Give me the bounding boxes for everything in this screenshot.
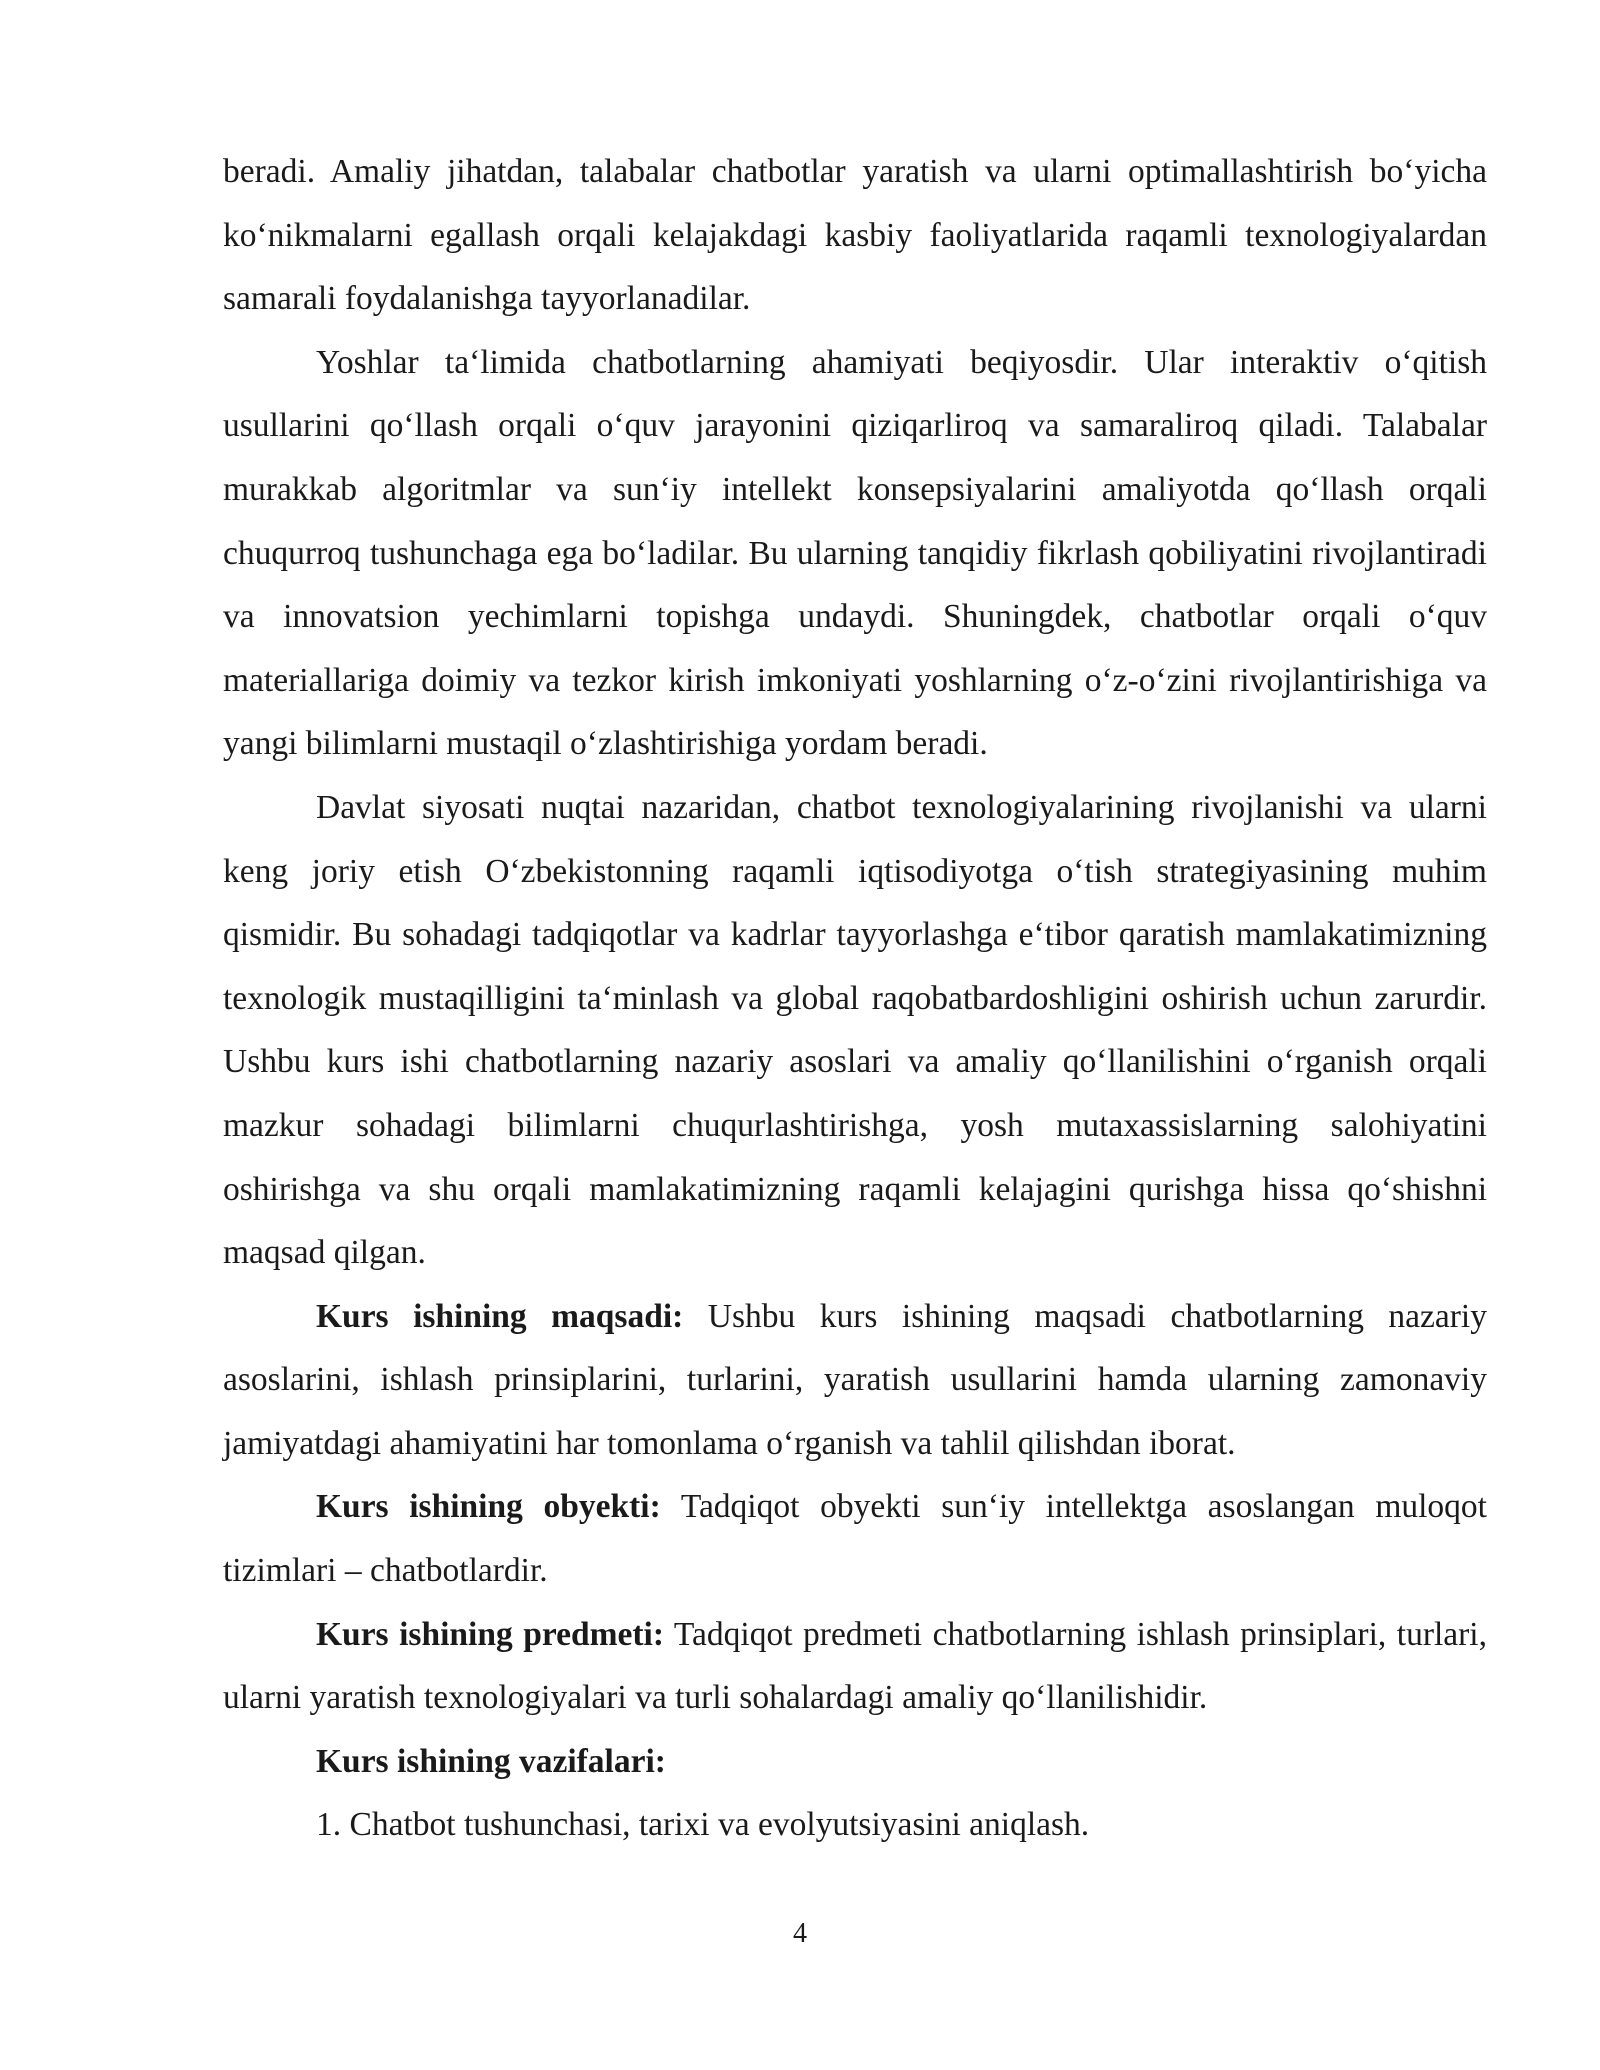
paragraph-text: Tadqiqot obyekti sun‘iy intellektga asoslangan muloqot tizimlari – chatbotlardir. xyxy=(223,1488,1487,1590)
paragraph-lead-heading: Kurs ishining obyekti: xyxy=(316,1488,661,1526)
page-number: 4 xyxy=(793,1918,807,1949)
paragraph-text: Davlat siyosati nuqtai nazaridan, chatbot texnologiyalarining rivojlanishi va ularni keng joriy etish O‘zbekistonning raqamli iqtisodiyotga o‘tish strategiyasining muhim qismidir. Bu sohadagi tadqiqotlar va kadrlar tayyorlashga e‘tibor qaratish mamlakatimizning texnologik mustaqilligini ta‘minlash va global raqobatbardoshligini oshirish uchun zarurdir. Ushbu kurs ishi chatbotlarning nazariy asoslari va amaliy qo‘llanilishini o‘rganish orqali mazkur sohadagi bilimlarni chuqurlashtirishga, yosh mutaxassislarning salohiyatini oshirishga va shu orqali mamlakatimizning raqamli kelajagini qurishga hissa qo‘shishni maqsad qilgan. xyxy=(223,788,1487,1272)
paragraph-text: Ushbu kurs ishining maqsadi chatbotlarning nazariy asoslarini, ishlash prinsiplarini, turlarini, yaratish usullarini hamda ularning zamonaviy jamiyatdagi ahamiyatini har tomonlama o‘rganish va tahlil qilishdan iborat. xyxy=(223,1297,1487,1462)
paragraph-text: beradi. Amaliy jihatdan, talabalar chatbotlar yaratish va ularni optimallashtirish bo‘yicha ko‘nikmalarni egallash orqali kelajakdagi kasbiy faoliyatlarida raqamli texnologiyalardan samarali foydalanishga tayyorlanadilar. xyxy=(223,153,1487,318)
paragraph-lead-heading: Kurs ishining maqsadi: xyxy=(316,1297,684,1335)
paragraph-continuation xyxy=(223,140,1487,331)
paragraph-text: Yoshlar ta‘limida chatbotlarning ahamiyati beqiyosdir. Ular interaktiv o‘qitish usullarini qo‘llash orqali o‘quv jarayonini qiziqarliroq va samaraliroq qiladi. Talabalar murakkab algoritmlar va sun‘iy intellekt konsepsiyalarini amaliyotda qo‘llash orqali chuqurroq tushunchaga ega bo‘ladilar. Bu ularning tanqidiy fikrlash qobiliyatini rivojlantiradi va innovatsion yechimlarni topishga undaydi. Shuningdek, chatbotlar orqali o‘quv materiallariga doimiy va tezkor kirish imkoniyati yoshlarning o‘z-o‘zini rivojlantirishiga va yangi bilimlarni mustaqil o‘zlashtirishiga yordam beradi. xyxy=(223,343,1487,763)
paragraph-state-policy xyxy=(223,776,1487,1285)
paragraph-course-subject xyxy=(223,1603,1487,1730)
paragraph-youth-education xyxy=(223,331,1487,776)
paragraph-course-object xyxy=(223,1475,1487,1602)
list-item-task-1 xyxy=(223,1793,1487,1857)
paragraph-lead-heading: Kurs ishining predmeti: xyxy=(316,1615,665,1653)
list-item-text: 1. Chatbot tushunchasi, tarixi va evolyutsiyasini aniqlash. xyxy=(316,1806,1090,1844)
page-body xyxy=(223,140,1487,1857)
paragraph-lead-heading: Kurs ishining vazifalari: xyxy=(316,1742,666,1780)
paragraph-course-tasks-heading xyxy=(223,1730,1487,1794)
paragraph-text: Tadqiqot predmeti chatbotlarning ishlash prinsiplari, turlari, ularni yaratish texnologiyalari va turli sohalardagi amaliy qo‘llanilishidir. xyxy=(223,1615,1487,1717)
paragraph-course-goal xyxy=(223,1285,1487,1476)
